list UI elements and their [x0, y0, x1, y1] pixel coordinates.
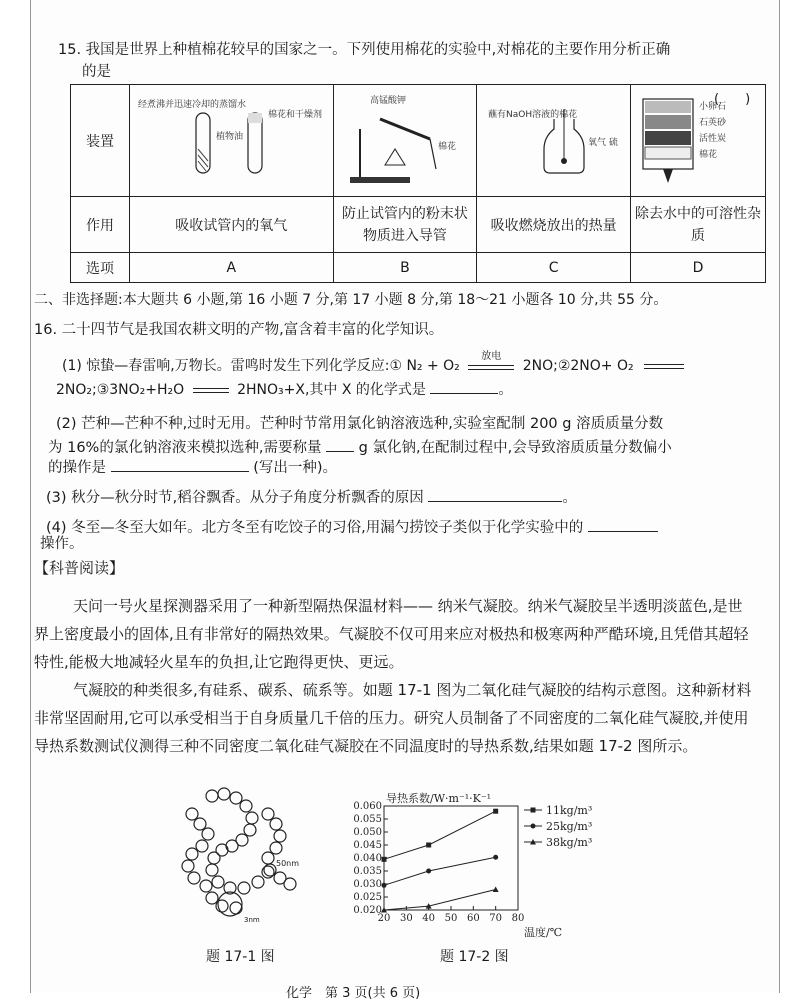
zoomed-particle — [218, 892, 242, 916]
q15-stem-line2: 的是 — [82, 64, 111, 80]
reading-para1: 天问一号火星探测器采用了一种新型隔热保温材料—— 纳米气凝胶。纳米气凝胶呈半透明淡蓝色,是世界上密度最小的固体,且有非常好的隔热效果。气凝胶不仅可用来应对极热和极寒两种严酷环境,且凭借其超轻特性,能极大地减轻火星车的负担,让它跑得更快、更远。 — [34, 597, 749, 671]
q16-answer-blank-4[interactable] — [428, 487, 562, 502]
q15-role-b: 防止试管内的粉末状物质进入导管 — [333, 197, 477, 253]
silica-particle — [216, 844, 228, 856]
y-tick-label: 0.045 — [353, 840, 382, 851]
q15-role-d: 除去水中的可溶性杂质 — [631, 197, 766, 253]
label-cotton-d: 棉花 — [699, 149, 718, 160]
silica-particle — [230, 902, 242, 914]
y-tick-label: 0.035 — [353, 866, 382, 877]
delivery-tube — [430, 139, 436, 169]
q16-part4-line1: (4) 冬至—冬至大如年。北方冬至有吃饺子的习俗,用漏勺捞饺子类似于化学实验中的 — [46, 516, 658, 540]
silica-particle — [252, 876, 264, 888]
q16-answer-blank-2[interactable] — [326, 437, 354, 452]
cotton-plug — [248, 113, 262, 123]
q16-p1-question: 2HNO₃+X,其中 X 的化学式是 — [237, 382, 426, 398]
heating-apparatus-sketch — [340, 89, 470, 189]
q15-table — [70, 84, 766, 283]
reading-para2: 气凝胶的种类很多,有硅系、碳系、硫系等。如题 17-1 图为二氧化硅气凝胶的结构示意图。这种新材料非常坚固耐用,它可以承受相当于自身质量几千倍的压力。研究人员制备了不同密度的二氧化硅气凝胶,并使用导热系数测试仪测得三种不同密度二氧化硅气凝胶在不同温度时的导热系数,结果如题 17-2 图所示。 — [34, 681, 752, 755]
silica-particle — [206, 892, 218, 904]
page-footer: 化学 第 3 页(共 6 页) — [286, 986, 421, 1001]
x-tick-label: 70 — [489, 913, 503, 924]
silica-particle — [208, 852, 220, 864]
y-tick-label: 0.030 — [353, 879, 382, 890]
data-point-square — [382, 857, 387, 862]
q16-part1-line1 — [62, 351, 684, 378]
legend-marker-square — [531, 808, 536, 813]
x-tick-label: 60 — [466, 913, 480, 924]
label-oxygen-sulfur: 氧气 硫 — [587, 137, 618, 148]
reading-heading: 【科普阅读】 — [34, 559, 125, 577]
silica-particle — [240, 800, 252, 812]
test-tube-left — [196, 113, 210, 173]
chart-ylabel: 导热系数/W·m⁻¹·K⁻¹ — [386, 792, 492, 805]
chart-xlabel: 温度/℃ — [524, 926, 563, 939]
cotton-layer — [645, 147, 691, 159]
silica-particle — [270, 818, 282, 830]
section2-heading: 二、非选择题:本大题共 6 小题,第 16 小题 7 分,第 17 小题 8 分,第 18～21 小题各 10 分,共 55 分。 — [34, 292, 668, 308]
q15-apparatus-c — [477, 85, 631, 197]
silica-particle — [246, 812, 258, 824]
q15-number: 15. — [58, 42, 82, 58]
data-point-circle — [493, 855, 498, 860]
silica-particle — [194, 818, 206, 830]
silica-particle — [206, 864, 218, 876]
q16-p1-reaction1: (1) 惊蛰—春雷响,万物长。雷鸣时发生下列化学反应:① N₂ + O₂ — [62, 358, 460, 374]
q16-part1-line2: 2NO₂;③3NO₂+H₂O 2HNO₃+X,其中 X 的化学式是 。 — [56, 378, 512, 402]
q15-stem: 我国是世界上种植棉花较早的国家之一。下列使用棉花的实验中,对棉花的主要作用分析正确 — [85, 42, 671, 58]
silica-particle — [218, 788, 230, 800]
label-3nm: 3nm — [244, 916, 260, 924]
combustion-bottle-sketch — [484, 89, 624, 189]
q15-row-header-option: 选项 — [71, 253, 130, 283]
y-tick-label: 0.020 — [353, 905, 382, 916]
x-tick-label: 40 — [422, 913, 436, 924]
fig2-caption: 题 17-2 图 — [440, 949, 509, 965]
q15-answer-paren: ( ) — [714, 92, 751, 107]
x-tick-label: 30 — [399, 913, 413, 924]
x-tick-label: 80 — [511, 913, 525, 924]
silica-particle — [196, 840, 208, 852]
q15-role-a: 吸收试管内的氧气 — [129, 197, 333, 253]
carbon-layer — [645, 131, 691, 145]
data-point-square — [426, 843, 431, 848]
q16-answer-blank-5[interactable] — [588, 517, 658, 532]
legend-label: 11kg/m³ — [546, 804, 593, 817]
q16-answer-blank-1[interactable] — [430, 379, 498, 394]
water-filter-sketch — [633, 89, 763, 189]
q15-apparatus-a — [129, 85, 333, 197]
q15-role-c: 吸收燃烧放出的热量 — [477, 197, 631, 253]
iron-nail-icon — [198, 149, 208, 171]
silica-particle — [270, 842, 282, 854]
series-line — [384, 857, 496, 885]
silica-particle — [212, 876, 224, 888]
q15-row-header-apparatus: 装置 — [71, 85, 130, 197]
silica-particle — [230, 792, 242, 804]
q15-row-header-role: 作用 — [71, 197, 130, 253]
q16-equals-sign-2 — [193, 388, 229, 393]
y-tick-label: 0.025 — [353, 892, 382, 903]
silica-particle — [274, 830, 286, 842]
q16-part2-line1: (2) 芒种—芒种不种,过时无用。芒种时节常用氯化钠溶液选种,实验室配制 200 g 溶质质量分数 — [56, 416, 664, 432]
y-tick-label: 0.050 — [353, 827, 382, 838]
silica-particle — [188, 872, 200, 884]
q15-apparatus-b — [333, 85, 477, 197]
q16-part4-line2: 操作。 — [40, 536, 84, 552]
label-boiled-water: 经煮沸并迅速冷却的蒸馏水 — [138, 99, 247, 110]
label-50nm: 50nm — [276, 859, 300, 868]
y-tick-label: 0.040 — [353, 853, 382, 864]
stand-base — [350, 177, 410, 183]
fig1-caption: 题 17-1 图 — [206, 949, 275, 965]
q16-arrow-discharge — [468, 351, 514, 370]
test-tube-sketch — [136, 89, 326, 189]
legend-label: 25kg/m³ — [546, 820, 593, 833]
series-line — [384, 811, 496, 859]
silica-particle — [262, 852, 274, 864]
label-cotton-desiccant: 棉花和干燥剂 — [268, 109, 323, 120]
q15-option-c: C — [477, 253, 631, 283]
silica-particle — [206, 790, 218, 802]
silica-particle — [262, 808, 274, 820]
q16-equals-sign — [644, 364, 684, 369]
data-point-square — [493, 809, 498, 814]
silica-particle — [244, 824, 256, 836]
sand-layer — [645, 115, 691, 129]
legend-label: 38kg/m³ — [546, 836, 593, 849]
sulfur-icon — [561, 158, 567, 164]
silica-aerogel-structure-diagram — [172, 784, 312, 934]
x-tick-label: 20 — [377, 913, 391, 924]
label-pebbles: 小卵石 — [699, 101, 727, 112]
thermal-conductivity-chart — [338, 790, 628, 940]
silica-particle — [284, 878, 296, 890]
silica-particle — [182, 860, 194, 872]
label-activated-carbon: 活性炭 — [699, 133, 727, 144]
q15-apparatus-d — [631, 85, 766, 197]
q16-part3: (3) 秋分—秋分时节,稻谷飘香。从分子角度分析飘香的原因 。 — [46, 486, 577, 510]
label-kmno4: 高锰酸钾 — [369, 95, 406, 106]
series-line — [384, 889, 496, 910]
q16-stem: 16. 二十四节气是我国农耕文明的产物,富含着丰富的化学知识。 — [34, 322, 444, 338]
q16-answer-blank-3[interactable] — [111, 457, 249, 472]
q16-condition-discharge: 放电 — [481, 351, 502, 362]
outlet-icon — [663, 169, 673, 183]
q16-p1-reaction2: 2NO;②2NO+ O₂ — [522, 358, 634, 374]
label-quartz-sand: 石英砂 — [699, 117, 727, 128]
q15-option-d: D — [631, 253, 766, 283]
silica-particle — [186, 808, 198, 820]
x-tick-label: 50 — [444, 913, 458, 924]
data-point-triangle — [493, 886, 499, 892]
q16-part2-line2: 为 16%的氯化钠溶液来模拟选种,需要称量 g 氯化钠,在配制过程中,会导致溶质质量分数偏小 — [48, 436, 672, 460]
q15-stem-line1 — [58, 38, 670, 62]
y-tick-label: 0.055 — [353, 814, 382, 825]
silica-particle — [200, 880, 212, 892]
label-cotton-b: 棉花 — [437, 141, 456, 152]
silica-particle — [202, 828, 214, 840]
pebble-layer — [645, 101, 691, 113]
label-naoh-cotton: 蘸有NaOH溶液的棉花 — [487, 109, 577, 120]
q16-part2-line3: 的操作是 (写出一种)。 — [48, 456, 337, 480]
legend-marker-circle — [531, 824, 536, 829]
q16-p1-reaction3: 2NO₂;③3NO₂+H₂O — [56, 382, 185, 398]
y-tick-label: 0.060 — [353, 801, 382, 812]
test-tube-horizontal — [380, 119, 430, 139]
silica-particle — [186, 848, 198, 860]
q15-option-b: B — [333, 253, 477, 283]
data-point-circle — [426, 869, 431, 874]
label-vegetable-oil: 植物油 — [216, 131, 244, 142]
silica-particle — [238, 882, 250, 894]
q15-option-a: A — [129, 253, 333, 283]
data-point-circle — [382, 883, 387, 888]
alcohol-lamp-icon — [385, 149, 405, 165]
